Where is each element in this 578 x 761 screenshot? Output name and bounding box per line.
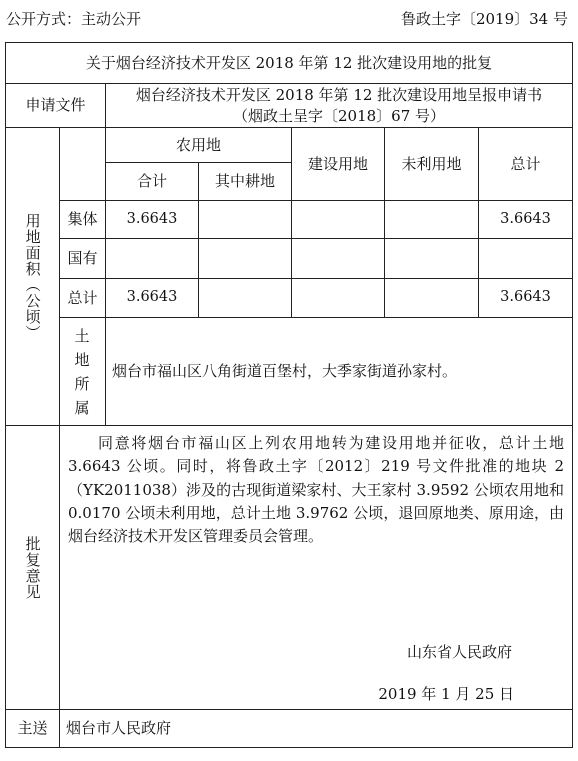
land-ownership: 烟台市福山区八角街道百堡村，大季家街道孙家村。 [106, 318, 573, 426]
header-total: 总计 [479, 128, 573, 201]
cell-total [479, 239, 573, 279]
application-file [106, 84, 573, 128]
table-row [6, 239, 573, 279]
header-farmland: 其中耕地 [199, 163, 292, 201]
row-label: 总计 [60, 279, 106, 318]
header-agri-land: 农用地 [106, 128, 292, 163]
application-label: 申请文件 [6, 84, 106, 128]
row-label: 集体 [60, 201, 106, 239]
document-title: 关于烟台经济技术开发区 2018 年第 12 批次建设用地的批复 [6, 43, 573, 84]
cell-unused [385, 201, 479, 239]
disclosure-method: 公开方式：主动公开 [6, 10, 142, 28]
approval-date: 2019 年 1 月 25 日 [378, 685, 515, 703]
application-line1: 烟台经济技术开发区 2018 年第 12 批次建设用地呈报申请书 [135, 86, 543, 105]
cell-subtotal: 3.6643 [106, 279, 199, 318]
recipient-label: 主送 [6, 710, 60, 748]
cell-construction [292, 279, 385, 318]
approval-form-table [5, 42, 573, 748]
document-number: 鲁政土字〔2019〕34 号 [400, 10, 568, 28]
cell-subtotal [106, 239, 199, 279]
application-line2: （烟政土呈字〔2018〕67 号） [233, 106, 446, 125]
header-subtotal: 合计 [106, 163, 199, 201]
cell-construction [292, 201, 385, 239]
ownership-label-cell [60, 318, 106, 426]
table-row [6, 201, 573, 239]
opinion-cell [60, 426, 573, 710]
cell-farmland [199, 279, 292, 318]
cell-construction [292, 239, 385, 279]
table-row [6, 279, 573, 318]
row-label: 国有 [60, 239, 106, 279]
cell-total: 3.6643 [479, 279, 573, 318]
cell-total: 3.6643 [479, 201, 573, 239]
signer: 山东省人民政府 [407, 643, 513, 661]
opinion-text: 同意将烟台市福山区上列农用地转为建设用地并征收，总计土地3.6643 公顷。同时，将鲁政土字〔2012〕219 号文件批准的地块 2（YK2011038）涉及的古现街道梁家村、大王家村 3.9592 公顷农用地和 0.0170 公顷未利用地，总计土地 3.9762 公顷，退回原地类、原用途，由烟台经济技术开发区管理委员会管理。 [68, 434, 565, 545]
land-area-label-cell [6, 128, 60, 426]
opinion-label-cell [6, 426, 60, 710]
cell-farmland [199, 239, 292, 279]
cell-subtotal: 3.6643 [106, 201, 199, 239]
opinion-label: 批复意见 [23, 535, 42, 600]
header-construction-land: 建设用地 [292, 128, 385, 201]
ownership-label: 土地所属 [74, 326, 91, 417]
header-unused-land: 未利用地 [385, 128, 479, 201]
cell-unused [385, 279, 479, 318]
cell-unused [385, 239, 479, 279]
recipient-value: 烟台市人民政府 [60, 710, 573, 748]
land-area-label: 用地面积（公顷） [23, 212, 42, 341]
cell-farmland [199, 201, 292, 239]
